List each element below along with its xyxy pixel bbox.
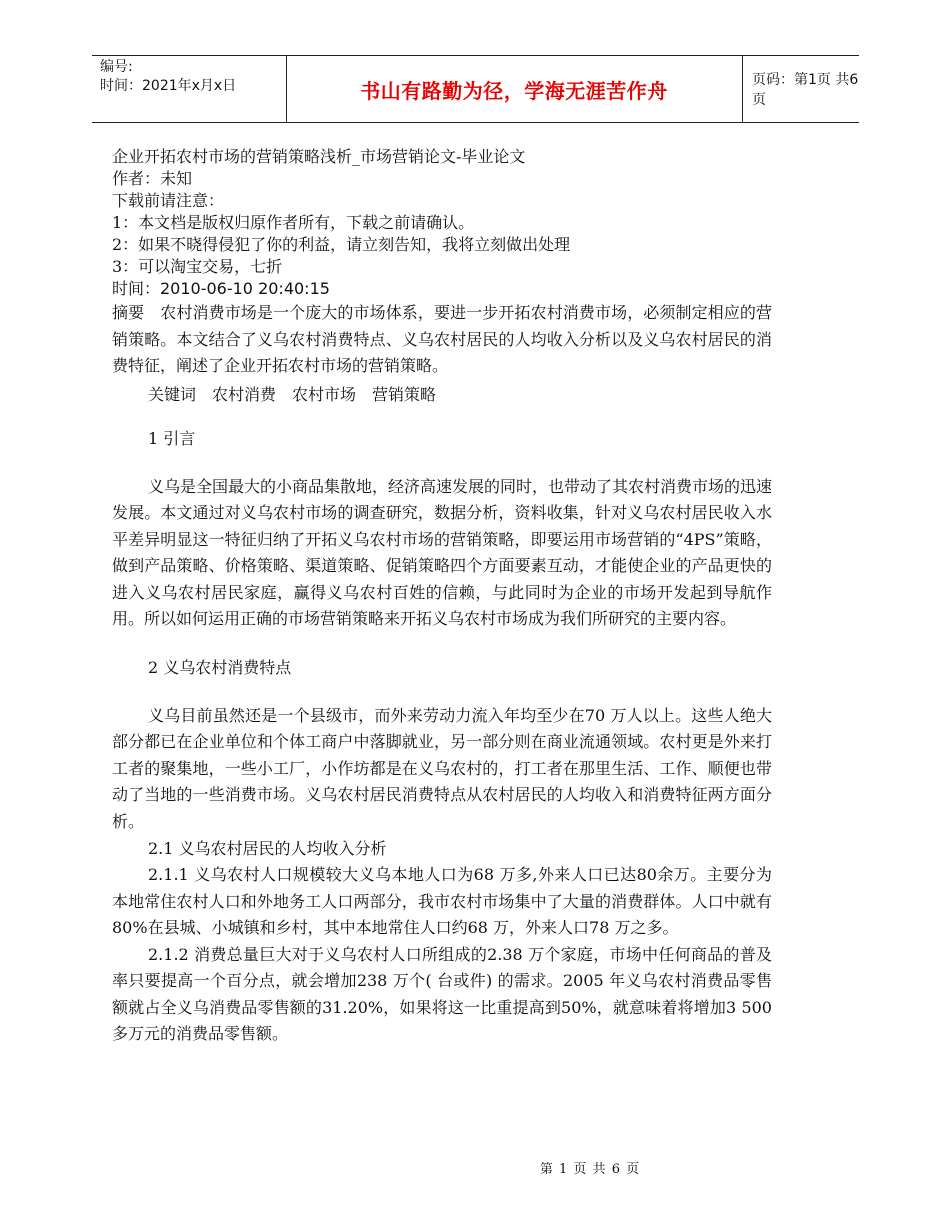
page-footer [0,1158,950,1177]
notice-item: 1：本文档是版权归原作者所有，下载之前请确认。 [112,213,475,232]
subsection-heading: 2.1 义乌农村居民的人均收入分析 [148,839,387,858]
abstract: 摘要 农村消费市场是一个庞大的市场体系，要进一步开拓农村消费市场，必须制定相应的营销策略。本文结合了义乌农村消费特点、义乌农村居民的人均收入分析以及义乌农村居民的消费特征，阐述了企业开拓农村市场的营销策略。 [112,303,772,375]
notice-title: 下载前请注意： [112,191,225,210]
section-heading: 2 义乌农村消费特点 [148,657,292,677]
time-line: 时间：2010-06-10 20:40:15 [112,279,330,298]
header-divider [286,56,287,122]
time-label: 时间：2021年x月x日 [100,78,237,94]
paragraph: 义乌目前虽然还是一个县级市，而外来劳动力流入年均至少在70 万人以上。这些人绝大部分都已在企业单位和个体工商户中落脚就业，另一部分则在商业流通领域。农村更是外来打工者的聚集地，一些小工厂，小作坊都是在义乌农村的，打工者在那里生活、工作、顺便也带动了当地的一些消费市场。义乌农村居民消费特点从农村居民的人均收入和消费特征两方面分析。 [112,705,772,831]
paragraph: 2.1.2 消费总量巨大对于义乌农村人口所组成的2.38 万个家庭，市场中任何商品的普及率只要提高一个百分点，就会增加238 万个( 台或件) 的需求。2005 年义乌农村消费品零售额就占全义乌消费品零售额的31.20%，如果将这一比重提高到50%，就意味着将增加3 500 多万元的消费品零售额。 [112,944,772,1043]
header-divider [742,56,743,122]
footer-page-number: 第 1 页 共 6 页 [539,1162,641,1177]
header-page-info: 页码：第1页 共6页 [752,72,859,108]
header-motto: 书山有路勤为径，学海无涯苦作舟 [360,78,668,103]
notice-item: 2：如果不晓得侵犯了你的利益，请立刻告知，我将立刻做出处理 [112,235,571,254]
notice-item: 3：可以淘宝交易，七折 [112,257,283,276]
document-body [112,146,772,1048]
header-meta [100,58,285,96]
paragraph: 义乌是全国最大的小商品集散地，经济高速发展的同时，也带动了其农村消费市场的迅速发展。本文通过对义乌农村市场的调查研究，数据分析，资料收集，针对义乌农村居民收入水平差异明显这一特征归纳了开拓义乌农村市场的营销策略，即要运用市场营销的“4PS”策略，做到产品策略、价格策略、渠道策略、促销策略四个方面要素互动，才能使企业的产品更快的进入义乌农村居民家庭，赢得义乌农村百姓的信赖，与此同时为企业的市场开发起到导航作用。所以如何运用正确的市场营销策略来开拓义乌农村市场成为我们所研究的主要内容。 [112,476,773,628]
page-header [92,55,859,123]
document-title: 企业开拓农村市场的营销策略浅析_市场营销论文-毕业论文 [112,147,526,166]
section-heading: 1 引言 [148,428,196,448]
serial-label: 编号: [100,59,133,75]
keywords: 关键词 农村消费 农村市场 营销策略 [148,384,437,404]
author-line: 作者：未知 [112,169,193,188]
paragraph: 2.1.1 义乌农村人口规模较大义乌本地人口为68 万多,外来人口已达80余万。主要分为本地常住农村人口和外地务工人口两部分，我市农村市场集中了大量的消费群体。人口中就有80%在县城、小城镇和乡村，其中本地常住人口约68 万，外来人口78 万之多。 [112,865,772,937]
